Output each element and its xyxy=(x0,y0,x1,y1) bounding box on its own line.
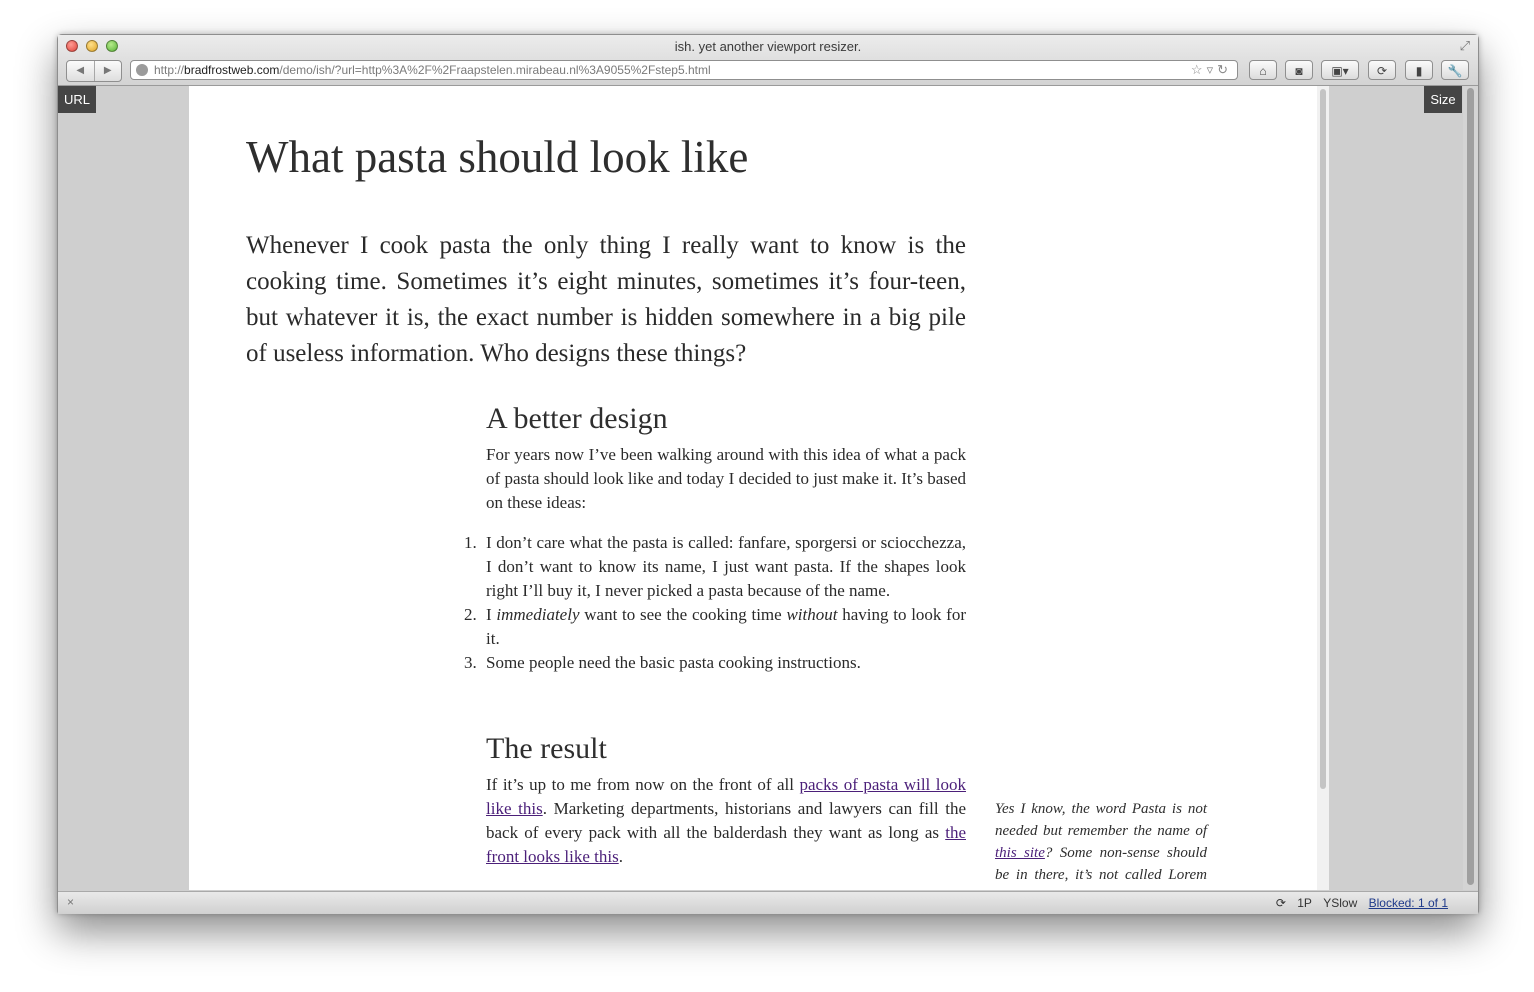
ish-url-button[interactable]: URL xyxy=(58,86,96,113)
url-text[interactable] xyxy=(154,63,711,77)
intro-paragraph: Whenever I cook pasta the only thing I really want to know is the cooking time. Sometimes it’s eight minutes, sometimes it’s four-teen, but whatever it is, the exact number is hidden somewhere in a big pile of useless information. Who designs these things? xyxy=(246,232,966,367)
front-link[interactable]: the front looks like this xyxy=(486,823,966,866)
forward-button[interactable]: ▶ xyxy=(103,65,112,76)
back-button[interactable]: ◀ xyxy=(67,61,95,81)
side-note-text-2: ? Some non-sense should be in there, it’s not called Lorem xyxy=(995,845,1207,883)
emphasis-without: without xyxy=(786,605,838,624)
section-result xyxy=(486,732,966,869)
viewport-scrollbar[interactable] xyxy=(1317,86,1329,890)
section-better-design xyxy=(464,402,966,675)
window-scrollbar[interactable] xyxy=(1463,86,1478,890)
ish-size-button[interactable]: Size xyxy=(1424,86,1462,113)
list-item-text: Some people need the basic pasta cooking instructions. xyxy=(486,653,861,672)
list-item-text-pre: I xyxy=(486,605,497,624)
packs-link[interactable]: packs of pasta will look like this xyxy=(486,775,967,818)
url-host: bradfrostweb.com xyxy=(184,63,280,77)
list-item-text-mid: want to see the cooking time xyxy=(579,605,787,624)
result-text-2: . Marketing departments, historians and lawyers can fill the back of every pack with all the balderdash they want as long as xyxy=(486,799,966,842)
address-bar[interactable] xyxy=(130,60,1238,80)
status-items xyxy=(1268,896,1448,910)
list-number: 1. xyxy=(464,533,477,552)
onepassword-button[interactable]: 1P xyxy=(1297,896,1312,910)
this-site-link[interactable]: this site xyxy=(995,845,1045,861)
yslow-button[interactable]: YSlow xyxy=(1323,896,1358,910)
title-bar xyxy=(58,35,1478,86)
list-number: 3. xyxy=(464,653,477,672)
result-paragraph xyxy=(486,773,966,869)
list-item xyxy=(464,531,966,603)
home-button[interactable]: ⌂ xyxy=(1249,60,1277,80)
viewport-scrollbar-thumb[interactable] xyxy=(1320,89,1326,789)
section-heading: The result xyxy=(486,732,607,765)
url-path: /demo/ish/?url=http%3A%2F%2Fraapstelen.mirabeau.nl%3A9055%2Fstep5.html xyxy=(279,63,711,77)
result-text-3: . xyxy=(618,847,623,866)
ideas-list xyxy=(464,531,966,675)
section-paragraph: For years now I’ve been walking around with this idea of what a pack of pasta should look like and today I decided to just make it. It’s based on these ideas: xyxy=(486,445,966,512)
list-number: 2. xyxy=(464,605,477,624)
side-note-text-1: Yes I know, the word Pasta is not needed but remember the name of xyxy=(995,801,1207,839)
screenshot-button[interactable]: ◙ xyxy=(1285,60,1313,80)
url-prefix: http:// xyxy=(154,63,185,77)
fullscreen-icon[interactable]: ⤢ xyxy=(1459,38,1470,53)
sync-icon[interactable]: ⟳ xyxy=(1275,896,1286,910)
browser-window xyxy=(57,34,1479,914)
close-icon[interactable]: × xyxy=(67,895,75,909)
list-item xyxy=(464,651,966,675)
settings-wrench-button[interactable]: 🔧 xyxy=(1441,60,1469,80)
extension-menu-button[interactable]: ▣▾ xyxy=(1321,60,1359,80)
status-bar xyxy=(58,891,1478,914)
window-title: ish. yet another viewport resizer. xyxy=(674,39,862,54)
list-item-text-post: having to look for it. xyxy=(486,605,966,648)
window-scrollbar-thumb[interactable] xyxy=(1467,88,1474,885)
globe-icon xyxy=(136,64,148,76)
content-area xyxy=(58,86,1478,890)
blocked-link[interactable]: Blocked: 1 of 1 xyxy=(1368,896,1448,910)
bookmark-star-reload-icons[interactable]: ☆▿↻ xyxy=(1190,62,1232,77)
emphasis-immediately: immediately xyxy=(496,605,580,624)
resized-viewport xyxy=(189,86,1329,890)
section-heading: A better design xyxy=(486,402,668,435)
list-item-text: I don’t care what the pasta is called: fanfare, sporgersi or sciocchezza, I don’t want to know its name, I just want pasta. If the shapes look right I’ll buy it, I never picked a pasta because of the name. xyxy=(486,533,966,600)
list-item xyxy=(464,603,966,651)
page-title: What pasta should look like xyxy=(246,132,749,182)
sync-button[interactable]: ⟳ xyxy=(1368,60,1396,80)
nav-buttons xyxy=(66,60,122,82)
bookmarks-button[interactable]: ▮ xyxy=(1405,60,1433,80)
result-text-1: If it’s up to me from now on the front of all xyxy=(486,775,800,794)
